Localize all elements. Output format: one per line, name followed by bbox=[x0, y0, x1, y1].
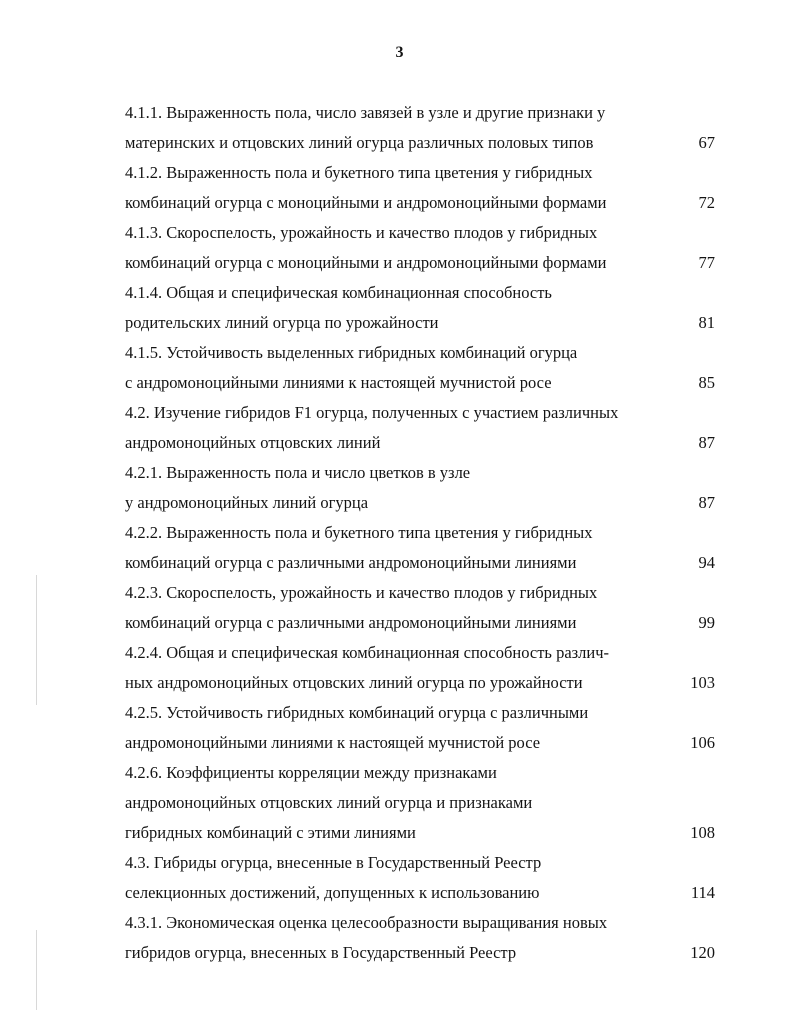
toc-entry-text-line: 4.3.1. Экономическая оценка целесообразности выращивания новых bbox=[125, 913, 608, 932]
toc-entry-text-line: 4.2.5. Устойчивость гибридных комбинаций огурца с различными bbox=[125, 703, 589, 722]
toc-page-number: 94 bbox=[698, 553, 715, 572]
toc-page-number: 108 bbox=[690, 823, 715, 842]
toc-entry-text-line: с андромоноцийными линиями к настоящей мучнистой росе bbox=[125, 373, 552, 392]
toc-entry-text-line: андромоноцийных отцовских линий огурца и признаками bbox=[125, 793, 533, 812]
toc-page-number: 120 bbox=[690, 943, 715, 962]
toc-entry-text-line: 4.1.3. Скороспелость, урожайность и качество плодов у гибридных bbox=[125, 223, 598, 242]
toc-entry-text-line: гибридных комбинаций с этими линиями bbox=[125, 823, 416, 842]
scan-edge-line bbox=[36, 930, 37, 1010]
toc-entry-text-line: материнских и отцовских линий огурца различных половых типов bbox=[125, 133, 594, 152]
toc-entry-text-line: селекционных достижений, допущенных к использованию bbox=[125, 883, 540, 902]
table-of-contents bbox=[125, 98, 725, 968]
toc-entry bbox=[125, 458, 725, 518]
toc-page-number: 85 bbox=[698, 373, 715, 392]
toc-entry bbox=[125, 398, 725, 458]
toc-entry-text-line: родительских линий огурца по урожайности bbox=[125, 313, 439, 332]
toc-entry-text-line: 4.1.2. Выраженность пола и букетного типа цветения у гибридных bbox=[125, 163, 593, 182]
toc-entry-text-line: 4.2.4. Общая и специфическая комбинационная способность различ- bbox=[125, 643, 610, 662]
toc-entry-text-line: комбинаций огурца с моноцийными и андромоноцийными формами bbox=[125, 193, 607, 212]
toc-page-number: 81 bbox=[698, 313, 715, 332]
toc-entry-text-line: комбинаций огурца с моноцийными и андромоноцийными формами bbox=[125, 253, 607, 272]
toc-page-number: 106 bbox=[690, 733, 715, 752]
toc-entry-text-line: 4.1.5. Устойчивость выделенных гибридных комбинаций огурца bbox=[125, 343, 578, 362]
toc-entry-text-line: 4.2. Изучение гибридов F1 огурца, полученных с участием различных bbox=[125, 403, 619, 422]
toc-page-number: 72 bbox=[698, 193, 715, 212]
toc-entry-text-line: 4.1.1. Выраженность пола, число завязей в узле и другие признаки у bbox=[125, 103, 606, 122]
toc-page-number: 87 bbox=[698, 433, 715, 452]
page-number: 3 bbox=[395, 44, 404, 61]
toc-page-number: 77 bbox=[698, 253, 715, 272]
toc-entry bbox=[125, 218, 725, 278]
toc-entry bbox=[125, 638, 725, 698]
toc-entry-text-line: комбинаций огурца с различными андромоноцийными линиями bbox=[125, 553, 577, 572]
toc-entry-text-line: 4.2.1. Выраженность пола и число цветков в узле bbox=[125, 463, 471, 482]
toc-entry-text-line: 4.2.6. Коэффициенты корреляции между признаками bbox=[125, 763, 497, 782]
toc-entry-text-line: гибридов огурца, внесенных в Государственный Реестр bbox=[125, 943, 517, 962]
toc-entry-text-line: комбинаций огурца с различными андромоноцийными линиями bbox=[125, 613, 577, 632]
toc-page-number: 67 bbox=[698, 133, 715, 152]
toc-entry bbox=[125, 848, 725, 908]
toc-entry-text-line: 4.1.4. Общая и специфическая комбинационная способность bbox=[125, 283, 552, 302]
toc-entry-text-line: 4.2.3. Скороспелость, урожайность и качество плодов у гибридных bbox=[125, 583, 598, 602]
toc-entry-text-line: 4.3. Гибриды огурца, внесенные в Государственный Реестр bbox=[125, 853, 542, 872]
toc-entry bbox=[125, 338, 725, 398]
toc-page-number: 87 bbox=[698, 493, 715, 512]
toc-entry bbox=[125, 578, 725, 638]
toc-page-number: 103 bbox=[690, 673, 715, 692]
toc-entry bbox=[125, 98, 725, 158]
toc-entry-text-line: андромоноцийными линиями к настоящей мучнистой росе bbox=[125, 733, 541, 752]
toc-entry-text-line: у андромоноцийных линий огурца bbox=[125, 493, 369, 512]
toc-entry-text-line: ных андромоноцийных отцовских линий огурца по урожайности bbox=[125, 673, 583, 692]
toc-entry bbox=[125, 518, 725, 578]
toc-page-number: 99 bbox=[698, 613, 715, 632]
toc-entry bbox=[125, 698, 725, 758]
toc-entry-text-line: андромоноцийных отцовских линий bbox=[125, 433, 381, 452]
toc-entry-text-line: 4.2.2. Выраженность пола и букетного типа цветения у гибридных bbox=[125, 523, 593, 542]
scan-edge-line bbox=[36, 575, 37, 705]
toc-entry bbox=[125, 158, 725, 218]
toc-page-number: 114 bbox=[690, 883, 715, 902]
toc-entry bbox=[125, 908, 725, 968]
toc-entry bbox=[125, 278, 725, 338]
toc-entry bbox=[125, 758, 725, 848]
